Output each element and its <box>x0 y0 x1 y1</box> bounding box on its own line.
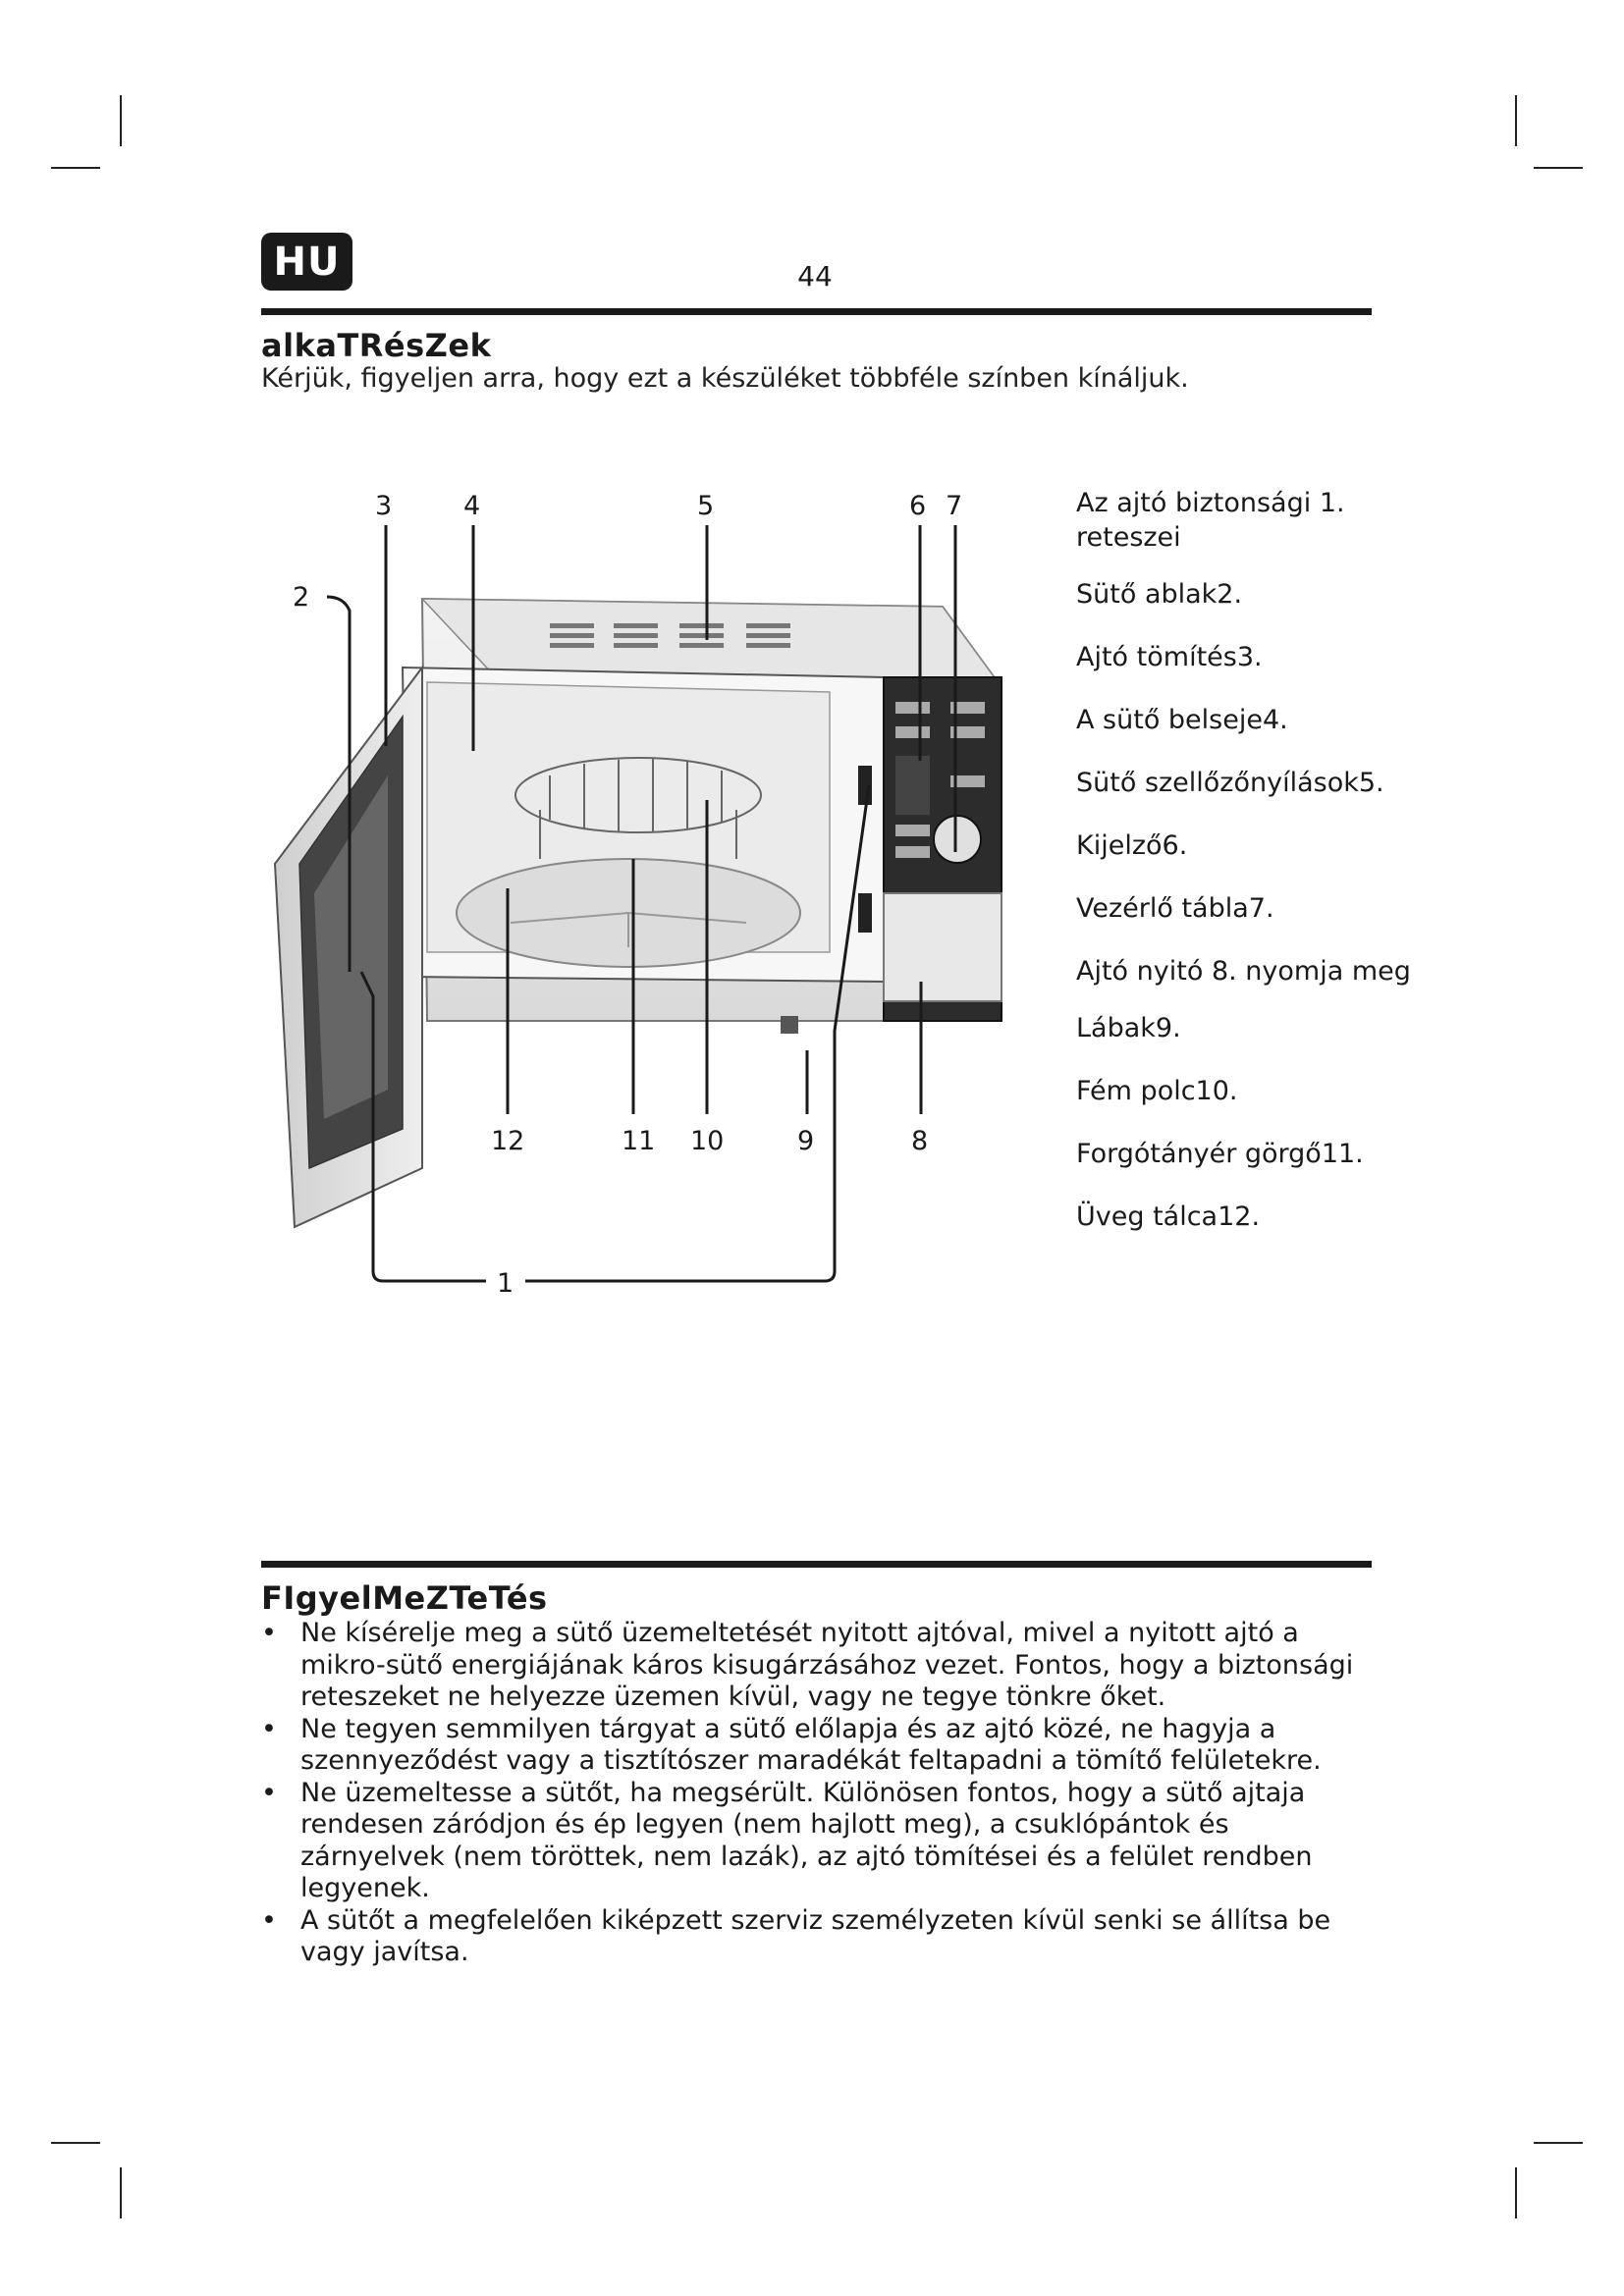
crop-mark <box>1515 2167 1517 2218</box>
parts-section-title: alkaTRésZek <box>261 327 492 364</box>
microwave-diagram <box>255 481 1031 1325</box>
crop-mark <box>1534 2142 1583 2144</box>
label-11: 11 <box>622 1126 656 1156</box>
legend-item: Vezérlő tábla7. <box>1076 893 1274 924</box>
crop-mark <box>120 2167 122 2218</box>
warning-item: • A sütőt a megfelelően kiképzett szerviz személyzeten kívül senki se állítsa be vagy javítsa. <box>261 1905 1371 1969</box>
crop-mark <box>1515 95 1517 146</box>
legend-item: Lábak9. <box>1076 1013 1181 1043</box>
crop-mark <box>1534 167 1583 169</box>
parts-legend <box>1076 486 1430 1262</box>
control-panel <box>884 677 1001 1021</box>
label-7: 7 <box>946 491 963 521</box>
label-2: 2 <box>293 582 310 613</box>
label-6: 6 <box>909 491 927 521</box>
warning-item: • Ne kísérelje meg a sütő üzemeltetését nyitott ajtóval, mivel a nyitott ajtó a mikro-sütő energiájának káros kisugárzásához vezet. Fontos, hogy a biztonsági reteszeket ne helyezze üzemen kívül, vagy ne tegye tönkre őket. <box>261 1618 1371 1714</box>
latch-slot <box>858 766 872 805</box>
legend-item: Forgótányér görgő11. <box>1076 1139 1364 1169</box>
legend-item: Sütő ablak2. <box>1076 579 1243 610</box>
label-4: 4 <box>463 491 481 521</box>
parts-section-subtitle: Kérjük, figyeljen arra, hogy ezt a készüléket többféle színben kínáljuk. <box>261 363 1189 394</box>
label-5: 5 <box>697 491 715 521</box>
crop-mark <box>120 95 122 146</box>
crop-mark <box>51 167 100 169</box>
legend-item: Kijelző6. <box>1076 830 1188 861</box>
legend-item: Ajtó tömítés3. <box>1076 642 1263 672</box>
legend-item: A sütő belseje4. <box>1076 705 1288 735</box>
warning-list <box>261 1618 1371 1969</box>
label-1: 1 <box>497 1268 514 1299</box>
legend-item: Sütő szellőzőnyílások5. <box>1076 768 1384 798</box>
legend-item: Az ajtó biztonsági 1. reteszei <box>1076 488 1345 553</box>
label-3: 3 <box>375 491 393 521</box>
legend-item: Fém polc10. <box>1076 1076 1238 1106</box>
label-12: 12 <box>491 1126 525 1156</box>
header-rule <box>261 308 1372 315</box>
oven-foot <box>781 1016 798 1034</box>
legend-item: Üveg tálca12. <box>1076 1201 1261 1232</box>
label-8: 8 <box>911 1126 929 1156</box>
crop-mark <box>51 2142 100 2144</box>
latch-slot <box>858 893 872 933</box>
language-badge: HU <box>261 233 352 291</box>
warning-item: • Ne üzemeltesse a sütőt, ha megsérült. Különösen fontos, hogy a sütő ajtaja rendesen záródjon és ép legyen (nem hajlott meg), a csuklópántok és zárnyelvek (nem töröttek, nem lazák), az ajtó tömítései és a felület rendben legyenek. <box>261 1778 1371 1905</box>
warning-item: • Ne tegyen semmilyen tárgyat a sütő előlapja és az ajtó közé, ne hagyja a szennyeződést vagy a tisztítószer maradékát feltapadni a tömítő felületekre. <box>261 1714 1371 1778</box>
warning-section-title: FIgyelMeZTeTés <box>261 1579 548 1617</box>
legend-item: Ajtó nyitó 8. nyomja meg <box>1076 956 1411 987</box>
label-10: 10 <box>690 1126 725 1156</box>
page-number: 44 <box>797 260 833 293</box>
label-9: 9 <box>797 1126 815 1156</box>
warning-rule <box>261 1561 1372 1568</box>
